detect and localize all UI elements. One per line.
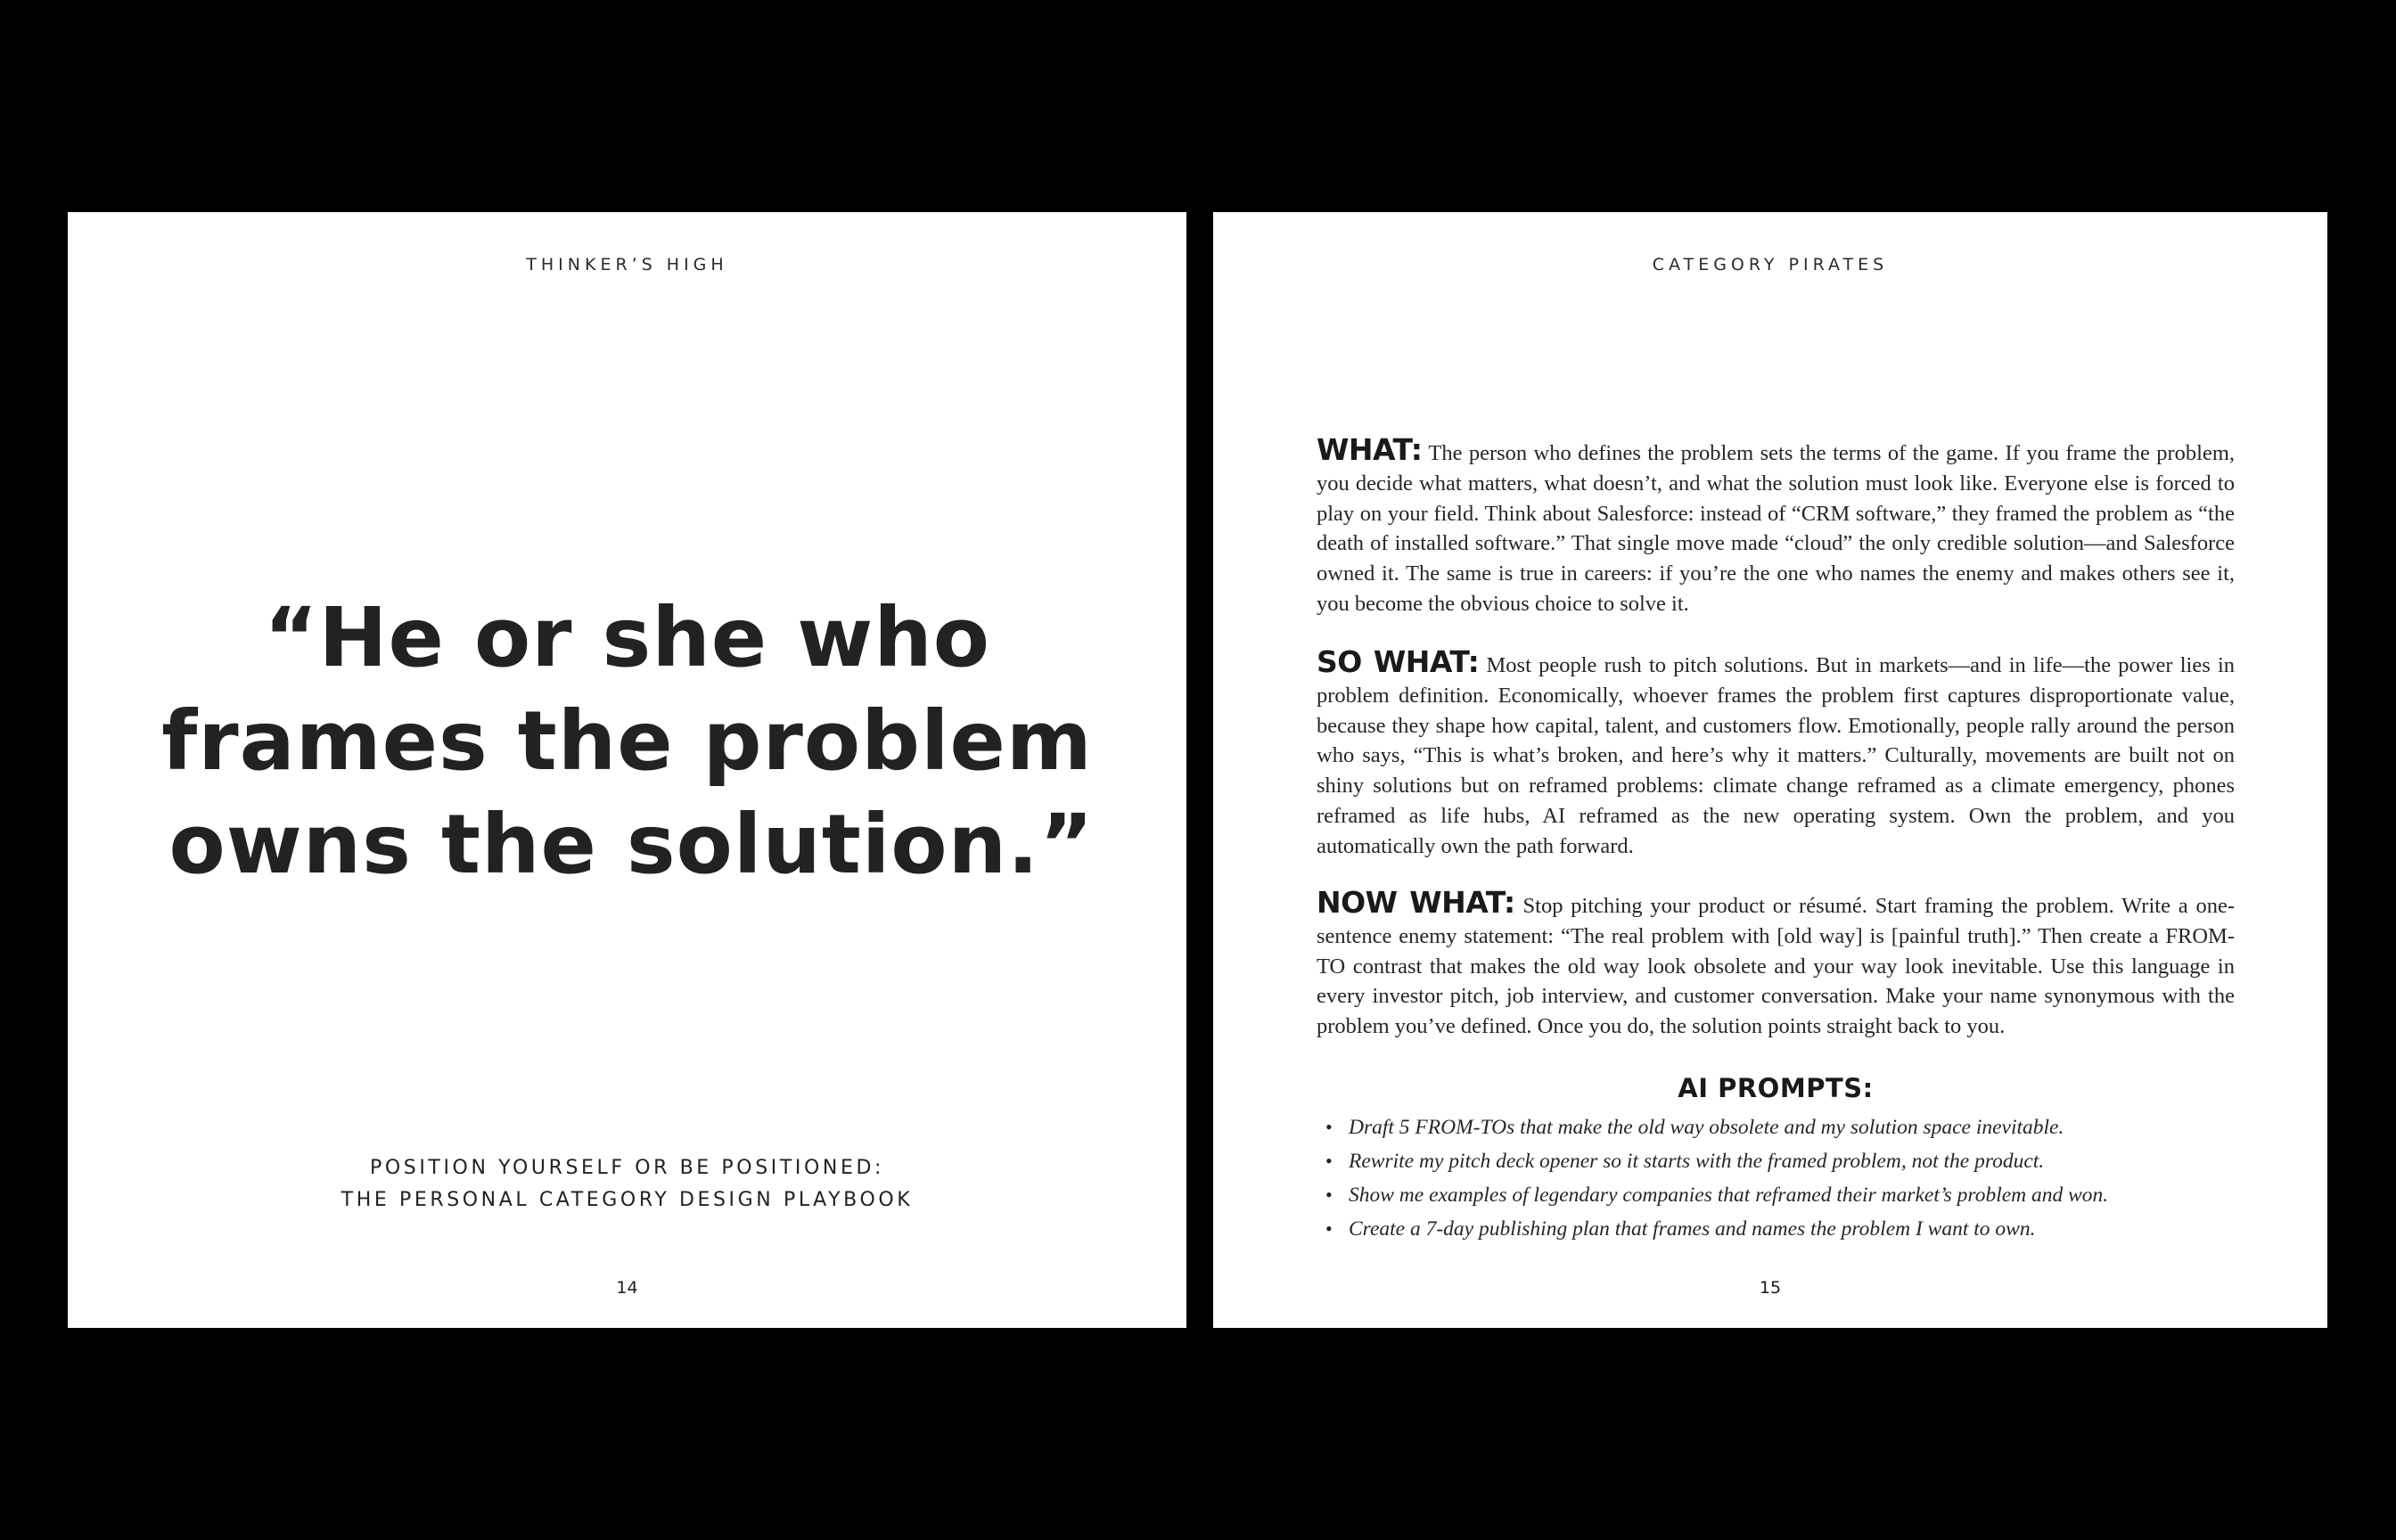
what-label: WHAT: <box>1317 432 1423 467</box>
list-item <box>1325 1144 2240 1178</box>
so-what-text: Most people rush to pitch solutions. But in markets—and in life—the power lies in problem definition. Economically, whoever frames the problem first captures disproportionate value, because they shape how capital, talent, and customers flow. Emotionally, people rally around the person who says, “This is what’s broken, and here’s why it matters.” Culturally, movements are built not on shiny solutions but on reframed problems: climate change reframed as a climate emergency, phones reframed as life hubs, AI reframed as the new operating system. Own the problem, and you automatically own the path forward. <box>1317 653 2235 858</box>
running-head: THINKER’S HIGH <box>526 255 728 274</box>
running-head: CATEGORY PIRATES <box>1652 255 1889 274</box>
right-page <box>1213 212 2327 1328</box>
now-what-text: Stop pitching your product or résumé. Start framing the problem. Write a one-sentence enemy statement: “The real problem with [old way] is [painful truth].” Then create a FROM-TO contrast that makes the old way look obsolete and your way look inevitable. Use this language in every investor pitch, job interview, and customer conversation. Make your name synonymous with the problem you’ve defined. Once you do, the solution points straight back to you. <box>1317 894 2236 1039</box>
page-number: 14 <box>616 1278 638 1298</box>
book-title <box>68 1152 1186 1216</box>
bullet-icon: • <box>1325 1150 1333 1172</box>
ai-prompts-list <box>1325 1110 2240 1246</box>
quote-line: frames the problem <box>161 693 1093 789</box>
list-item <box>1325 1212 2240 1246</box>
page-number: 15 <box>1759 1278 1782 1298</box>
pull-quote <box>68 586 1186 897</box>
prompt-text: Create a 7-day publishing plan that frames and names the problem I want to own. <box>1349 1217 2036 1241</box>
so-what-paragraph <box>1317 644 2235 862</box>
quote-line: “He or she who <box>264 590 990 685</box>
prompt-text: Draft 5 FROM-TOs that make the old way obsolete and my solution space inevitable. <box>1349 1116 2064 1139</box>
what-paragraph <box>1317 432 2236 619</box>
book-title-line: POSITION YOURSELF OR BE POSITIONED: <box>369 1157 884 1179</box>
now-what-label: NOW WHAT: <box>1317 885 1515 920</box>
bullet-icon: • <box>1325 1184 1333 1206</box>
quote-line: owns the solution.” <box>168 797 1095 892</box>
prompt-text: Rewrite my pitch deck opener so it starts with the framed problem, not the product. <box>1349 1150 2045 1173</box>
list-item <box>1325 1110 2240 1144</box>
book-title-line: THE PERSONAL CATEGORY DESIGN PLAYBOOK <box>341 1189 914 1211</box>
left-page <box>68 212 1186 1328</box>
bullet-icon: • <box>1325 1217 1333 1240</box>
so-what-label: SO WHAT: <box>1317 644 1480 679</box>
list-item <box>1325 1178 2240 1212</box>
what-text: The person who defines the problem sets the terms of the game. If you frame the problem, you decide what matters, what doesn’t, and what the solution must look like. Everyone else is forced to play on your field. Think about Salesforce: instead of “CRM software,” they framed the problem as “the death of installed software.” That single move made “cloud” the only credible solution—and Salesforce owned it. The same is true in careers: if you’re the one who names the enemy and makes others see it, you become the obvious choice to solve it. <box>1317 441 2236 616</box>
prompt-text: Show me examples of legendary companies that reframed their market’s problem and won. <box>1349 1184 2109 1207</box>
now-what-paragraph <box>1317 885 2236 1042</box>
bullet-icon: • <box>1325 1116 1333 1138</box>
ai-prompts-heading: AI PROMPTS: <box>1678 1073 1874 1103</box>
